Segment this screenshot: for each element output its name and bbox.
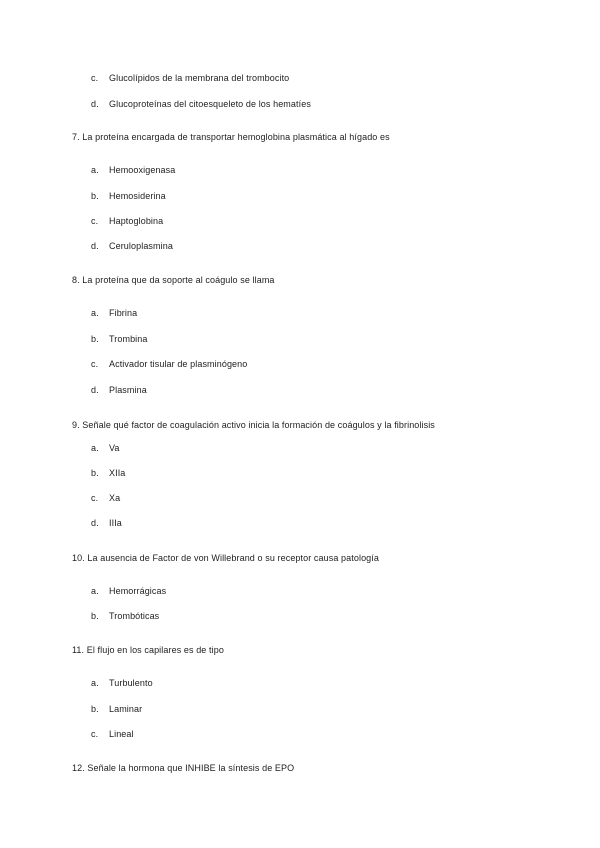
option-text: Trombóticas [109,611,160,621]
option-letter: b. [91,704,99,714]
option-text: Hemorrágicas [109,586,167,596]
option-letter: a. [91,308,99,318]
option-letter: a. [91,678,99,688]
option-text: Activador tisular de plasminógeno [109,359,248,369]
option-text: Lineal [109,729,134,739]
option-text: Haptoglobina [109,216,164,226]
question-7-text: 7. La proteína encargada de transportar hemoglobina plasmática al hígado es [72,132,390,142]
option-text: Laminar [109,704,143,714]
question-10-text: 10. La ausencia de Factor de von Willebrand o su receptor causa patología [72,553,379,563]
option-letter: c. [91,729,99,739]
option-text: Fibrina [109,308,138,318]
option-text: Hemooxigenasa [109,165,176,175]
option-text: IIIa [109,518,122,528]
option-letter: c. [91,73,99,83]
question-8-text: 8. La proteína que da soporte al coágulo se llama [72,275,275,285]
question-11-text: 11. El flujo en los capilares es de tipo [72,645,224,655]
option-letter: b. [91,468,99,478]
option-letter: b. [91,334,99,344]
option-letter: d. [91,99,99,109]
option-text: Turbulento [109,678,153,688]
option-text: Trombina [109,334,148,344]
option-letter: d. [91,518,99,528]
option-letter: a. [91,443,99,453]
option-text: Xa [109,493,121,503]
option-text: Plasmina [109,385,147,395]
option-letter: d. [91,385,99,395]
option-letter: d. [91,241,99,251]
option-letter: c. [91,359,99,369]
option-text: Hemosiderina [109,191,166,201]
option-text: Glucoproteínas del citoesqueleto de los hematíes [109,99,311,109]
option-letter: a. [91,165,99,175]
option-letter: b. [91,611,99,621]
question-12-text: 12. Señale la hormona que INHIBE la síntesis de EPO [72,763,295,773]
option-text: Ceruloplasmina [109,241,173,251]
option-letter: a. [91,586,99,596]
option-text: Va [109,443,120,453]
question-9-text: 9. Señale qué factor de coagulación activo inicia la formación de coágulos y la fibrinolisis [72,420,435,430]
option-text: Glucolípidos de la membrana del trombocito [109,73,290,83]
option-letter: c. [91,493,99,503]
option-text: XIIa [109,468,126,478]
option-letter: c. [91,216,99,226]
option-letter: b. [91,191,99,201]
